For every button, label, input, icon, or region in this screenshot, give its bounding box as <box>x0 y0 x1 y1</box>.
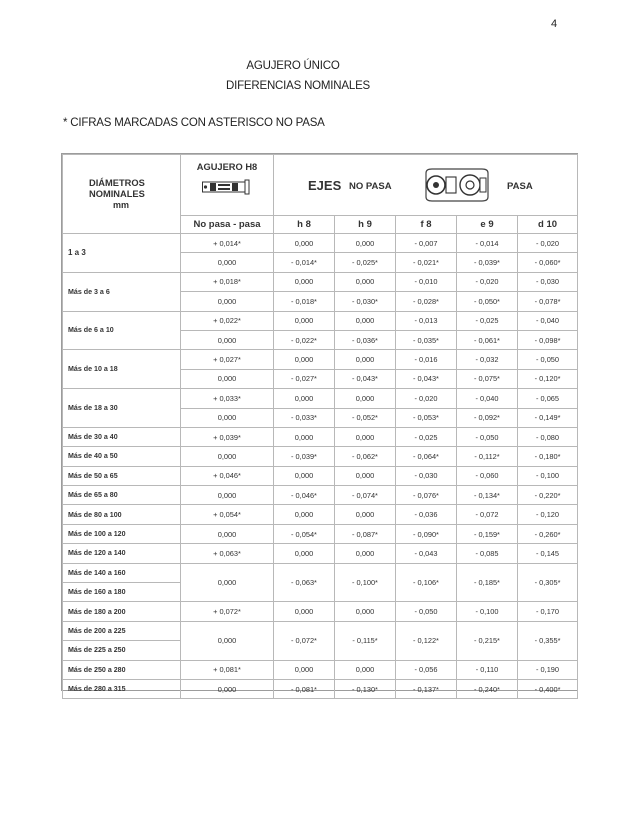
table-row <box>63 234 578 253</box>
eje-value: - 0,046* <box>274 486 335 505</box>
agujero-value: 0,000 <box>181 408 274 427</box>
agujero-value: 0,000 <box>181 524 274 543</box>
eje-value: - 0,043* <box>396 369 457 388</box>
diam-unit: mm <box>113 199 130 210</box>
table-row <box>63 486 578 505</box>
eje-value: - 0,020 <box>457 272 518 291</box>
eje-value: - 0,064* <box>396 447 457 466</box>
agujero-value: + 0,063* <box>181 544 274 563</box>
table-row <box>63 544 578 563</box>
eje-value: - 0,040 <box>457 389 518 408</box>
eje-value: - 0,014 <box>457 234 518 253</box>
eje-value: 0,000 <box>274 544 335 563</box>
eje-value: - 0,035* <box>396 330 457 349</box>
eje-value: - 0,130* <box>335 679 396 698</box>
eje-value: - 0,025* <box>335 253 396 272</box>
eje-value: - 0,080 <box>518 427 578 446</box>
snap-gauge-icon <box>424 167 490 203</box>
eje-value: 0,000 <box>335 544 396 563</box>
eje-value: - 0,022* <box>274 330 335 349</box>
eje-value: - 0,030 <box>396 466 457 485</box>
eje-value: - 0,061* <box>457 330 518 349</box>
eje-value: - 0,159* <box>457 524 518 543</box>
eje-value: 0,000 <box>335 234 396 253</box>
diameter-range: Más de 50 a 65 <box>63 466 181 485</box>
diameter-range: Más de 3 a 6 <box>63 272 181 311</box>
hole-gauge-icon <box>202 179 250 195</box>
eje-value: - 0,240* <box>457 679 518 698</box>
eje-value: - 0,050* <box>457 292 518 311</box>
agujero-value: + 0,033* <box>181 389 274 408</box>
eje-value: - 0,145 <box>518 544 578 563</box>
eje-value: - 0,100 <box>457 602 518 621</box>
eje-value: - 0,043 <box>396 544 457 563</box>
col-header-h8: h 8 <box>274 216 335 234</box>
diameter-range: Más de 160 a 180 <box>63 583 181 602</box>
agujero-value: 0,000 <box>181 563 274 602</box>
agujero-value: 0,000 <box>181 292 274 311</box>
diameter-range: Más de 10 a 18 <box>63 350 181 389</box>
ejes-header <box>274 155 578 216</box>
eje-value: - 0,065 <box>518 389 578 408</box>
eje-value: - 0,122* <box>396 621 457 660</box>
table-row <box>63 466 578 485</box>
eje-value: - 0,014* <box>274 253 335 272</box>
diameter-range: Más de 200 a 225 <box>63 621 181 640</box>
eje-value: - 0,030* <box>335 292 396 311</box>
eje-value: - 0,115* <box>335 621 396 660</box>
page-number: 4 <box>551 18 558 30</box>
eje-value: 0,000 <box>335 311 396 330</box>
eje-value: - 0,120* <box>518 369 578 388</box>
table-row <box>63 505 578 524</box>
eje-value: 0,000 <box>274 427 335 446</box>
eje-value: - 0,025 <box>396 427 457 446</box>
eje-value: - 0,120 <box>518 505 578 524</box>
page-subtitle: DIFERENCIAS NOMINALES <box>225 80 371 92</box>
table-row <box>63 679 578 698</box>
eje-value: - 0,072 <box>457 505 518 524</box>
eje-value: - 0,075* <box>457 369 518 388</box>
eje-value: - 0,100* <box>335 563 396 602</box>
eje-value: 0,000 <box>335 602 396 621</box>
agujero-value: + 0,081* <box>181 660 274 679</box>
eje-value: - 0,013 <box>396 311 457 330</box>
agujero-value: + 0,046* <box>181 466 274 485</box>
agujero-value: + 0,054* <box>181 505 274 524</box>
eje-value: 0,000 <box>274 602 335 621</box>
diameter-range: Más de 180 a 200 <box>63 602 181 621</box>
eje-value: - 0,021* <box>396 253 457 272</box>
eje-value: 0,000 <box>335 427 396 446</box>
eje-value: 0,000 <box>335 389 396 408</box>
diameter-range: Más de 225 a 250 <box>63 641 181 660</box>
eje-value: - 0,190 <box>518 660 578 679</box>
eje-value: - 0,112* <box>457 447 518 466</box>
eje-value: 0,000 <box>274 350 335 369</box>
no-pasa-label: NO PASA <box>349 181 392 192</box>
eje-value: 0,000 <box>274 272 335 291</box>
eje-value: - 0,033* <box>274 408 335 427</box>
eje-value: - 0,185* <box>457 563 518 602</box>
eje-value: - 0,090* <box>396 524 457 543</box>
diameter-range: Más de 18 a 30 <box>63 389 181 428</box>
pasa-label: PASA <box>507 181 533 192</box>
eje-value: - 0,030 <box>518 272 578 291</box>
diameter-range: Más de 120 a 140 <box>63 544 181 563</box>
eje-value: 0,000 <box>274 389 335 408</box>
eje-value: - 0,043* <box>335 369 396 388</box>
eje-value: - 0,018* <box>274 292 335 311</box>
eje-value: - 0,137* <box>396 679 457 698</box>
eje-value: - 0,170 <box>518 602 578 621</box>
eje-value: - 0,072* <box>274 621 335 660</box>
eje-value: - 0,050 <box>457 427 518 446</box>
eje-value: - 0,036* <box>335 330 396 349</box>
eje-value: - 0,087* <box>335 524 396 543</box>
table-row <box>63 602 578 621</box>
agujero-title: AGUJERO H8 <box>196 162 258 172</box>
diameter-range: Más de 80 a 100 <box>63 505 181 524</box>
eje-value: - 0,040 <box>518 311 578 330</box>
agujero-value: + 0,072* <box>181 602 274 621</box>
diam-header-line1: DIÁMETROS <box>89 177 145 188</box>
diameter-range: Más de 65 a 80 <box>63 486 181 505</box>
agujero-header <box>181 155 274 216</box>
eje-value: 0,000 <box>335 505 396 524</box>
agujero-value: + 0,039* <box>181 427 274 446</box>
ejes-title: EJES <box>308 178 342 193</box>
agujero-value: 0,000 <box>181 330 274 349</box>
eje-value: - 0,076* <box>396 486 457 505</box>
table-row <box>63 563 578 582</box>
eje-value: - 0,050 <box>518 350 578 369</box>
table-row <box>63 272 578 291</box>
eje-value: - 0,054* <box>274 524 335 543</box>
col-header-d10: d 10 <box>518 216 578 234</box>
eje-value: - 0,052* <box>335 408 396 427</box>
eje-value: 0,000 <box>335 272 396 291</box>
eje-value: 0,000 <box>274 311 335 330</box>
eje-value: - 0,085 <box>457 544 518 563</box>
eje-value: - 0,062* <box>335 447 396 466</box>
agujero-value: + 0,027* <box>181 350 274 369</box>
eje-value: - 0,180* <box>518 447 578 466</box>
eje-value: - 0,092* <box>457 408 518 427</box>
eje-value: - 0,063* <box>274 563 335 602</box>
table-row <box>63 621 578 640</box>
eje-value: - 0,098* <box>518 330 578 349</box>
agujero-value: 0,000 <box>181 679 274 698</box>
diameter-range: Más de 40 a 50 <box>63 447 181 466</box>
eje-value: 0,000 <box>335 660 396 679</box>
table-row <box>63 447 578 466</box>
col-header-f8: f 8 <box>396 216 457 234</box>
eje-value: - 0,078* <box>518 292 578 311</box>
asterisk-note: * CIFRAS MARCADAS CON ASTERISCO NO PASA <box>63 117 325 129</box>
diameter-range: 1 a 3 <box>63 234 181 273</box>
eje-value: - 0,056 <box>396 660 457 679</box>
diameter-range: Más de 280 a 315 <box>63 679 181 698</box>
eje-value: - 0,020 <box>396 389 457 408</box>
table-row <box>63 350 578 369</box>
agujero-value: 0,000 <box>181 447 274 466</box>
eje-value: - 0,110 <box>457 660 518 679</box>
eje-value: - 0,215* <box>457 621 518 660</box>
eje-value: - 0,074* <box>335 486 396 505</box>
diameter-range: Más de 140 a 160 <box>63 563 181 582</box>
eje-value: - 0,305* <box>518 563 578 602</box>
eje-value: 0,000 <box>274 234 335 253</box>
agujero-value: + 0,018* <box>181 272 274 291</box>
eje-value: 0,000 <box>335 350 396 369</box>
diam-header <box>63 155 181 234</box>
diameter-range: Más de 100 a 120 <box>63 524 181 543</box>
eje-value: - 0,025 <box>457 311 518 330</box>
eje-value: - 0,060* <box>518 253 578 272</box>
eje-value: - 0,400* <box>518 679 578 698</box>
page-title: AGUJERO ÚNICO <box>246 60 340 72</box>
tolerance-table <box>61 153 578 694</box>
table-row <box>63 389 578 408</box>
col-header-h9: h 9 <box>335 216 396 234</box>
agujero-value: + 0,014* <box>181 234 274 253</box>
eje-value: - 0,016 <box>396 350 457 369</box>
eje-value: - 0,010 <box>396 272 457 291</box>
eje-value: - 0,106* <box>396 563 457 602</box>
eje-value: - 0,039* <box>457 253 518 272</box>
eje-value: - 0,260* <box>518 524 578 543</box>
eje-value: - 0,027* <box>274 369 335 388</box>
diameter-range: Más de 6 a 10 <box>63 311 181 350</box>
eje-value: 0,000 <box>274 660 335 679</box>
eje-value: - 0,220* <box>518 486 578 505</box>
table-row <box>63 427 578 446</box>
diameter-range: Más de 250 a 280 <box>63 660 181 679</box>
eje-value: - 0,007 <box>396 234 457 253</box>
eje-value: - 0,149* <box>518 408 578 427</box>
eje-value: - 0,100 <box>518 466 578 485</box>
eje-value: - 0,050 <box>396 602 457 621</box>
table-row <box>63 660 578 679</box>
agujero-subheader: No pasa - pasa <box>181 216 274 234</box>
diam-header-line2: NOMINALES <box>89 188 145 199</box>
eje-value: - 0,032 <box>457 350 518 369</box>
eje-value: 0,000 <box>274 505 335 524</box>
eje-value: - 0,053* <box>396 408 457 427</box>
table-row <box>63 311 578 330</box>
agujero-value: 0,000 <box>181 486 274 505</box>
agujero-value: 0,000 <box>181 369 274 388</box>
eje-value: - 0,028* <box>396 292 457 311</box>
agujero-value: 0,000 <box>181 253 274 272</box>
eje-value: - 0,036 <box>396 505 457 524</box>
eje-value: - 0,355* <box>518 621 578 660</box>
table-row <box>63 524 578 543</box>
eje-value: 0,000 <box>335 466 396 485</box>
agujero-value: 0,000 <box>181 621 274 660</box>
diameter-range: Más de 30 a 40 <box>63 427 181 446</box>
eje-value: - 0,039* <box>274 447 335 466</box>
agujero-value: + 0,022* <box>181 311 274 330</box>
eje-value: 0,000 <box>274 466 335 485</box>
col-header-e9: e 9 <box>457 216 518 234</box>
eje-value: - 0,134* <box>457 486 518 505</box>
eje-value: - 0,060 <box>457 466 518 485</box>
eje-value: - 0,081* <box>274 679 335 698</box>
eje-value: - 0,020 <box>518 234 578 253</box>
